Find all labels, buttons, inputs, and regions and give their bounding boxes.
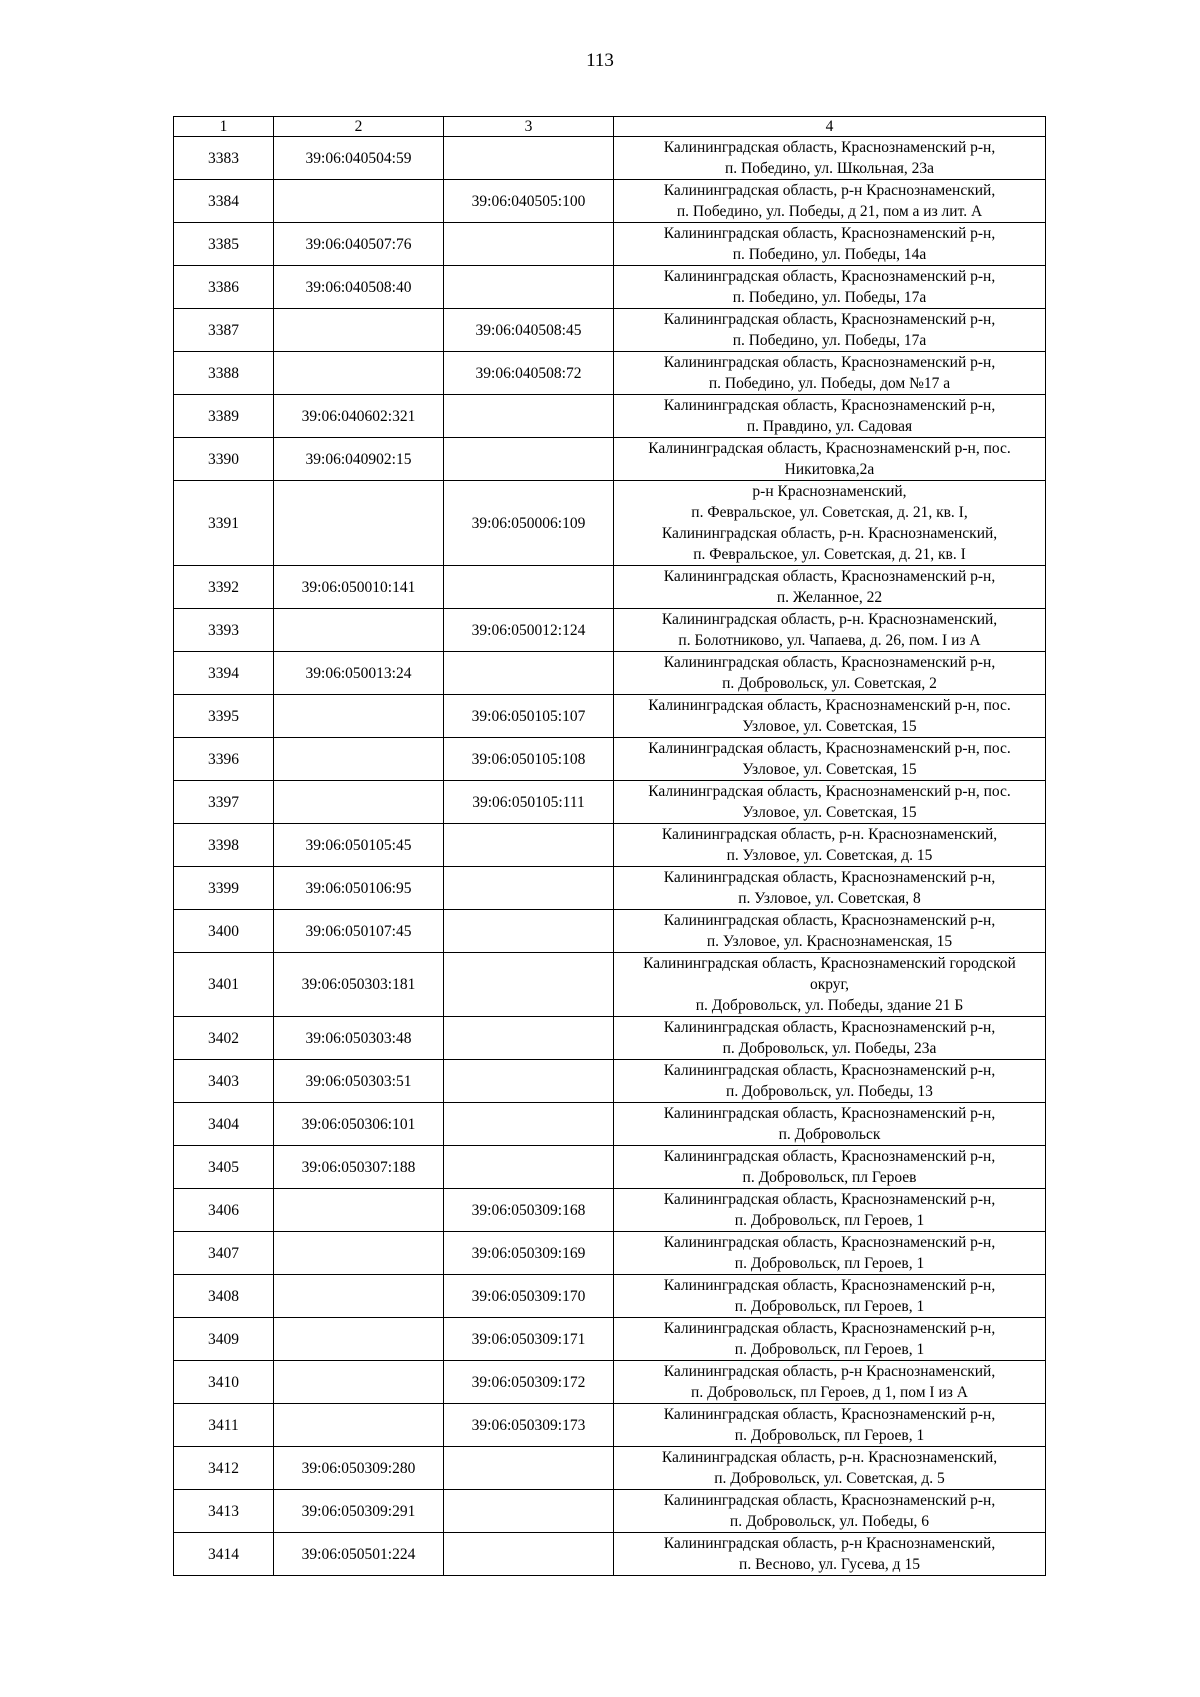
- address-cell: [614, 137, 1046, 180]
- cadastral-number-cell: [274, 695, 444, 738]
- row-number-cell: 3397: [174, 781, 274, 824]
- address-line: п. Добровольск, ул. Победы, 23а: [722, 1040, 937, 1057]
- address-cell: [614, 180, 1046, 223]
- table-header: [174, 117, 1046, 137]
- cadastral-number-alt-cell: [444, 1103, 614, 1146]
- address-cell: [614, 1103, 1046, 1146]
- cadastral-number-alt-cell: [444, 223, 614, 266]
- row-number-cell: 3389: [174, 395, 274, 438]
- address-line: Калининградская область, р-н. Краснознаменский,: [661, 525, 998, 542]
- address-cell: [614, 1447, 1046, 1490]
- cadastral-number-cell: 39:06:050106:95: [274, 867, 444, 910]
- row-number-cell: 3411: [174, 1404, 274, 1447]
- cadastral-number-cell: [274, 1318, 444, 1361]
- address-line: Калининградская область, Краснознаменский р-н,: [663, 1105, 996, 1122]
- page-number: 113: [586, 50, 614, 71]
- address-line: Калининградская область, Краснознаменский р-н,: [663, 397, 996, 414]
- table-row: [174, 1490, 1046, 1533]
- table-row: [174, 910, 1046, 953]
- address-line: Калининградская область, Краснознаменский р-н,: [663, 225, 996, 242]
- address-line: Калининградская область, Краснознаменский р-н, пос.: [648, 697, 1011, 714]
- cadastral-number-alt-cell: [444, 266, 614, 309]
- table-row: [174, 824, 1046, 867]
- table-row: [174, 1447, 1046, 1490]
- table-row: [174, 1103, 1046, 1146]
- row-number-cell: 3388: [174, 352, 274, 395]
- cadastral-number-cell: 39:06:050303:48: [274, 1017, 444, 1060]
- cadastral-number-cell: [274, 481, 444, 566]
- cadastral-number-cell: 39:06:050303:181: [274, 953, 444, 1017]
- address-line: п. Добровольск, ул. Советская, 2: [722, 675, 937, 692]
- row-number-cell: 3400: [174, 910, 274, 953]
- address-line: Калининградская область, Краснознаменский р-н,: [663, 139, 996, 156]
- row-number-cell: 3406: [174, 1189, 274, 1232]
- table-row: [174, 1189, 1046, 1232]
- table-row: [174, 266, 1046, 309]
- row-number-cell: 3395: [174, 695, 274, 738]
- row-number-cell: 3387: [174, 309, 274, 352]
- row-number-cell: 3383: [174, 137, 274, 180]
- address-line: п. Добровольск, ул. Победы, 6: [729, 1513, 930, 1530]
- table-row: [174, 1533, 1046, 1576]
- table-row: [174, 1404, 1046, 1447]
- address-line: Калининградская область, р-н Краснознаменский,: [663, 1535, 996, 1552]
- table-row: [174, 1146, 1046, 1189]
- table-row: [174, 1318, 1046, 1361]
- cadastral-number-cell: 39:06:050107:45: [274, 910, 444, 953]
- address-line: Калининградская область, Краснознаменский р-н, пос.: [648, 783, 1011, 800]
- address-line: Калининградская область, Краснознаменский р-н,: [663, 869, 996, 886]
- table-row: [174, 609, 1046, 652]
- column-header-2: 2: [274, 117, 444, 137]
- cadastral-number-alt-cell: [444, 1146, 614, 1189]
- cadastral-number-alt-cell: 39:06:050309:170: [444, 1275, 614, 1318]
- address-cell: [614, 1533, 1046, 1576]
- cadastral-number-alt-cell: 39:06:040508:45: [444, 309, 614, 352]
- table-row: [174, 566, 1046, 609]
- cadastral-number-cell: [274, 1232, 444, 1275]
- address-cell: [614, 481, 1046, 566]
- row-number-cell: 3402: [174, 1017, 274, 1060]
- row-number-cell: 3413: [174, 1490, 274, 1533]
- cadastral-number-alt-cell: 39:06:040505:100: [444, 180, 614, 223]
- cadastral-number-cell: [274, 180, 444, 223]
- row-number-cell: 3392: [174, 566, 274, 609]
- address-line: п. Желанное, 22: [776, 589, 883, 606]
- address-cell: [614, 566, 1046, 609]
- row-number-cell: 3396: [174, 738, 274, 781]
- cadastral-number-alt-cell: 39:06:050006:109: [444, 481, 614, 566]
- table-row: [174, 438, 1046, 481]
- address-line: п. Узловое, ул. Советская, д. 15: [726, 847, 933, 864]
- cadastral-number-alt-cell: 39:06:050105:107: [444, 695, 614, 738]
- address-line: Калининградская область, р-н. Краснознаменский,: [661, 1449, 998, 1466]
- address-line: округ,: [809, 976, 850, 993]
- row-number-cell: 3384: [174, 180, 274, 223]
- cadastral-number-alt-cell: [444, 652, 614, 695]
- cadastral-number-cell: 39:06:040507:76: [274, 223, 444, 266]
- cadastral-number-alt-cell: [444, 910, 614, 953]
- cadastral-number-cell: 39:06:050307:188: [274, 1146, 444, 1189]
- address-cell: [614, 652, 1046, 695]
- cadastral-number-alt-cell: 39:06:050309:171: [444, 1318, 614, 1361]
- address-line: п. Добровольск, пл Героев, 1: [734, 1298, 925, 1315]
- row-number-cell: 3391: [174, 481, 274, 566]
- address-line: п. Победино, ул. Победы, 17а: [732, 332, 927, 349]
- table-row: [174, 223, 1046, 266]
- cadastral-number-cell: 39:06:040602:321: [274, 395, 444, 438]
- table-row: [174, 1017, 1046, 1060]
- address-line: Калининградская область, Краснознаменский р-н,: [663, 1492, 996, 1509]
- address-line: Калининградская область, Краснознаменский р-н,: [663, 354, 996, 371]
- address-line: р-н Краснознаменский,: [752, 483, 907, 500]
- address-line: Калининградская область, Краснознаменский городской: [643, 955, 1016, 972]
- address-line: Калининградская область, Краснознаменский р-н,: [663, 1234, 996, 1251]
- cadastral-number-alt-cell: 39:06:050012:124: [444, 609, 614, 652]
- table-row: [174, 695, 1046, 738]
- address-cell: [614, 352, 1046, 395]
- table-body: [174, 137, 1046, 1576]
- cadastral-number-alt-cell: [444, 1447, 614, 1490]
- address-line: п. Добровольск, пл Героев, д 1, пом I из А: [691, 1384, 968, 1401]
- cadastral-number-alt-cell: 39:06:050105:108: [444, 738, 614, 781]
- address-line: Никитовка,2а: [784, 461, 875, 478]
- address-line: п. Добровольск: [778, 1126, 881, 1143]
- address-cell: [614, 609, 1046, 652]
- address-line: Калининградская область, Краснознаменский р-н,: [663, 1406, 996, 1423]
- address-line: Калининградская область, Краснознаменский р-н,: [663, 1320, 996, 1337]
- address-line: Узловое, ул. Советская, 15: [742, 718, 917, 735]
- address-line: Калининградская область, Краснознаменский р-н, пос.: [648, 440, 1011, 457]
- row-number-cell: 3393: [174, 609, 274, 652]
- address-cell: [614, 438, 1046, 481]
- cadastral-number-alt-cell: [444, 824, 614, 867]
- address-cell: [614, 1232, 1046, 1275]
- address-line: п. Добровольск, ул. Победы, здание 21 Б: [695, 997, 964, 1014]
- address-cell: [614, 1318, 1046, 1361]
- cadastral-number-alt-cell: 39:06:050309:172: [444, 1361, 614, 1404]
- cadastral-number-cell: 39:06:050501:224: [274, 1533, 444, 1576]
- address-line: п. Добровольск, пл Героев, 1: [734, 1212, 925, 1229]
- address-line: п. Правдино, ул. Садовая: [746, 418, 913, 435]
- address-line: п. Победино, ул. Школьная, 23а: [724, 160, 935, 177]
- table-row: [174, 652, 1046, 695]
- cadastral-number-alt-cell: [444, 438, 614, 481]
- cadastral-number-cell: [274, 738, 444, 781]
- table-row: [174, 1275, 1046, 1318]
- row-number-cell: 3398: [174, 824, 274, 867]
- address-line: Узловое, ул. Советская, 15: [742, 761, 917, 778]
- cadastral-number-alt-cell: [444, 1017, 614, 1060]
- address-cell: [614, 1404, 1046, 1447]
- cadastral-number-cell: 39:06:040902:15: [274, 438, 444, 481]
- address-line: п. Весново, ул. Гусева, д 15: [739, 1556, 920, 1573]
- header-row: [174, 117, 1046, 137]
- cadastral-number-alt-cell: [444, 1533, 614, 1576]
- address-line: п. Добровольск, пл Героев, 1: [734, 1427, 925, 1444]
- address-line: Калининградская область, Краснознаменский р-н,: [663, 1148, 996, 1165]
- address-cell: [614, 824, 1046, 867]
- address-line: п. Добровольск, пл Героев, 1: [734, 1341, 925, 1358]
- address-line: Калининградская область, Краснознаменский р-н,: [663, 1191, 996, 1208]
- address-line: Калининградская область, Краснознаменский р-н,: [663, 1277, 996, 1294]
- address-line: п. Добровольск, пл Героев, 1: [734, 1255, 925, 1272]
- row-number-cell: 3399: [174, 867, 274, 910]
- address-line: Калининградская область, р-н Краснознаменский,: [663, 1363, 996, 1380]
- address-line: Калининградская область, Краснознаменский р-н,: [663, 912, 996, 929]
- cadastral-number-cell: 39:06:040504:59: [274, 137, 444, 180]
- row-number-cell: 3410: [174, 1361, 274, 1404]
- address-line: п. Победино, ул. Победы, 17а: [732, 289, 927, 306]
- cadastral-number-cell: [274, 1361, 444, 1404]
- cadastral-number-cell: [274, 1189, 444, 1232]
- address-cell: [614, 695, 1046, 738]
- address-cell: [614, 1275, 1046, 1318]
- table-row: [174, 180, 1046, 223]
- address-line: Калининградская область, р-н. Краснознаменский,: [661, 826, 998, 843]
- cadastral-number-cell: [274, 309, 444, 352]
- column-header-1: 1: [174, 117, 274, 137]
- table-row: [174, 309, 1046, 352]
- address-cell: [614, 223, 1046, 266]
- row-number-cell: 3404: [174, 1103, 274, 1146]
- cadastral-number-alt-cell: 39:06:050309:168: [444, 1189, 614, 1232]
- cadastral-number-alt-cell: 39:06:040508:72: [444, 352, 614, 395]
- address-line: Калининградская область, Краснознаменский р-н,: [663, 1019, 996, 1036]
- address-line: п. Победино, ул. Победы, 14а: [732, 246, 927, 263]
- cadastral-number-alt-cell: [444, 395, 614, 438]
- cadastral-number-cell: 39:06:050105:45: [274, 824, 444, 867]
- address-line: п. Победино, ул. Победы, дом №17 а: [708, 375, 951, 392]
- cadastral-number-cell: [274, 1404, 444, 1447]
- address-line: п. Болотниково, ул. Чапаева, д. 26, пом. I из А: [678, 632, 981, 649]
- row-number-cell: 3394: [174, 652, 274, 695]
- table-row: [174, 953, 1046, 1017]
- cadastral-number-alt-cell: [444, 953, 614, 1017]
- address-cell: [614, 1060, 1046, 1103]
- cadastral-number-cell: 39:06:050309:280: [274, 1447, 444, 1490]
- address-cell: [614, 266, 1046, 309]
- cadastral-number-alt-cell: [444, 566, 614, 609]
- address-cell: [614, 1189, 1046, 1232]
- cadastral-number-alt-cell: 39:06:050309:169: [444, 1232, 614, 1275]
- column-header-3: 3: [444, 117, 614, 137]
- table-row: [174, 395, 1046, 438]
- cadastral-number-cell: 39:06:050010:141: [274, 566, 444, 609]
- table-row: [174, 1232, 1046, 1275]
- row-number-cell: 3408: [174, 1275, 274, 1318]
- address-line: Калининградская область, Краснознаменский р-н,: [663, 568, 996, 585]
- column-header-4: 4: [614, 117, 1046, 137]
- address-line: Калининградская область, р-н Краснознаменский,: [663, 182, 996, 199]
- address-line: п. Узловое, ул. Советская, 8: [738, 890, 921, 907]
- cadastral-number-alt-cell: [444, 867, 614, 910]
- address-cell: [614, 781, 1046, 824]
- address-cell: [614, 1146, 1046, 1189]
- address-line: п. Победино, ул. Победы, д 21, пом а из лит. А: [676, 203, 983, 220]
- table-row: [174, 738, 1046, 781]
- row-number-cell: 3390: [174, 438, 274, 481]
- address-cell: [614, 309, 1046, 352]
- row-number-cell: 3409: [174, 1318, 274, 1361]
- cadastral-number-alt-cell: [444, 1060, 614, 1103]
- registry-table: [173, 116, 1046, 1576]
- address-cell: [614, 395, 1046, 438]
- cadastral-number-cell: 39:06:050306:101: [274, 1103, 444, 1146]
- cadastral-number-alt-cell: 39:06:050309:173: [444, 1404, 614, 1447]
- table-row: [174, 1060, 1046, 1103]
- cadastral-number-alt-cell: [444, 137, 614, 180]
- address-line: Калининградская область, Краснознаменский р-н,: [663, 1062, 996, 1079]
- address-cell: [614, 953, 1046, 1017]
- row-number-cell: 3401: [174, 953, 274, 1017]
- address-line: п. Добровольск, пл Героев: [742, 1169, 917, 1186]
- row-number-cell: 3405: [174, 1146, 274, 1189]
- cadastral-number-cell: [274, 781, 444, 824]
- address-cell: [614, 867, 1046, 910]
- address-cell: [614, 1490, 1046, 1533]
- row-number-cell: 3386: [174, 266, 274, 309]
- address-line: п. Добровольск, ул. Победы, 13: [726, 1083, 933, 1100]
- table-row: [174, 867, 1046, 910]
- table-row: [174, 1361, 1046, 1404]
- row-number-cell: 3414: [174, 1533, 274, 1576]
- row-number-cell: 3403: [174, 1060, 274, 1103]
- address-line: Калининградская область, Краснознаменский р-н, пос.: [648, 740, 1011, 757]
- address-cell: [614, 738, 1046, 781]
- cadastral-number-cell: [274, 609, 444, 652]
- cadastral-number-alt-cell: [444, 1490, 614, 1533]
- table-row: [174, 137, 1046, 180]
- address-cell: [614, 910, 1046, 953]
- row-number-cell: 3385: [174, 223, 274, 266]
- cadastral-number-cell: 39:06:050303:51: [274, 1060, 444, 1103]
- row-number-cell: 3412: [174, 1447, 274, 1490]
- address-line: Калининградская область, Краснознаменский р-н,: [663, 311, 996, 328]
- address-line: Узловое, ул. Советская, 15: [742, 804, 917, 821]
- cadastral-number-cell: 39:06:050309:291: [274, 1490, 444, 1533]
- address-line: Калининградская область, р-н. Краснознаменский,: [661, 611, 998, 628]
- address-cell: [614, 1361, 1046, 1404]
- address-cell: [614, 1017, 1046, 1060]
- address-line: Калининградская область, Краснознаменский р-н,: [663, 654, 996, 671]
- table-row: [174, 352, 1046, 395]
- cadastral-number-cell: 39:06:040508:40: [274, 266, 444, 309]
- address-line: п. Узловое, ул. Краснознаменская, 15: [706, 933, 953, 950]
- address-line: п. Февральское, ул. Советская, д. 21, кв. I: [693, 546, 966, 563]
- address-line: п. Февральское, ул. Советская, д. 21, кв. I,: [691, 504, 968, 521]
- table-row: [174, 781, 1046, 824]
- address-line: п. Добровольск, ул. Советская, д. 5: [714, 1470, 945, 1487]
- address-line: Калининградская область, Краснознаменский р-н,: [663, 268, 996, 285]
- cadastral-number-cell: 39:06:050013:24: [274, 652, 444, 695]
- cadastral-number-cell: [274, 352, 444, 395]
- cadastral-number-cell: [274, 1275, 444, 1318]
- cadastral-number-alt-cell: 39:06:050105:111: [444, 781, 614, 824]
- row-number-cell: 3407: [174, 1232, 274, 1275]
- table-row: [174, 481, 1046, 566]
